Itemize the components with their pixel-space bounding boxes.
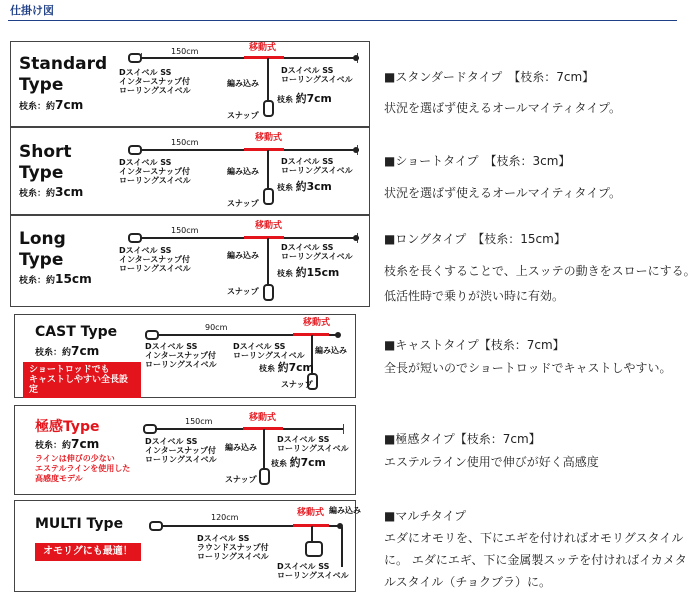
- type-name-2: Type: [19, 163, 64, 183]
- amikomi-label: 編み込み: [227, 167, 259, 176]
- swivel-label: Dスイベル SS ラウンドスナップ付 ローリングスイベル: [197, 534, 269, 561]
- panel-long: [10, 215, 370, 307]
- eda-right: 枝糸 約15cm: [277, 266, 340, 279]
- type-name-2: Type: [19, 250, 64, 270]
- right-swivel-label: Dスイベル SS ローリングスイベル: [281, 243, 353, 261]
- eda-right: 枝糸 約7cm: [277, 92, 332, 105]
- amikomi-label: 編み込み: [225, 443, 257, 452]
- amikomi-label: 編み込み: [329, 506, 361, 515]
- desc-kyokan-title: ■極感タイプ【枝糸：7cm】: [384, 432, 541, 446]
- eda-length: 枝糸：約7cm: [19, 98, 84, 112]
- swivel-label: Dスイベル SS インタースナップ付 ローリングスイベル: [119, 246, 191, 273]
- desc-standard-body: 状況を選ばず使えるオールマイティタイプ。: [384, 101, 622, 115]
- eda-length: 枝糸：約3cm: [19, 185, 84, 199]
- amikomi-label: 編み込み: [227, 251, 259, 260]
- swivel-label: Dスイベル SS インタースナップ付 ローリングスイベル: [119, 158, 191, 185]
- snap-icon: [263, 188, 274, 205]
- connector-icon: [353, 147, 359, 153]
- tick: [141, 53, 142, 57]
- length-label: 150cm: [185, 417, 213, 426]
- type-name: Short: [19, 142, 72, 162]
- desc-kyokan-body: エステルライン使用で伸びが好く高感度: [384, 455, 599, 469]
- swivel-label: Dスイベル SS インタースナップ付 ローリングスイベル: [145, 342, 217, 369]
- desc-multi-title: ■マルチタイプ: [384, 509, 467, 523]
- swivel-label: Dスイベル SS インタースナップ付 ローリングスイベル: [145, 437, 217, 464]
- panel-standard: [10, 41, 370, 127]
- feature-text: ラインは伸びの少ない エステルラインを使用した 高感度モデル: [35, 454, 131, 483]
- type-name: CAST Type: [35, 324, 118, 340]
- snap-label: スナップ: [227, 287, 259, 296]
- connector-icon: [353, 55, 359, 61]
- branch-line: [263, 429, 265, 469]
- length-label: 150cm: [171, 226, 199, 235]
- swivel-label: Dスイベル SS インタースナップ付 ローリングスイベル: [119, 68, 191, 95]
- type-name: 極感Type: [35, 419, 100, 435]
- swivel-icon: [149, 521, 163, 531]
- right-swivel-label: Dスイベル SS ローリングスイベル: [277, 562, 349, 580]
- snap-icon: [263, 284, 274, 301]
- snap-icon: [263, 100, 274, 117]
- panel-multi: [14, 500, 361, 592]
- panel-cast: [14, 314, 356, 398]
- snap-label: スナップ: [227, 199, 259, 208]
- desc-cast-title: ■キャストタイプ【枝糸：7cm】: [384, 338, 565, 352]
- length-label: 150cm: [171, 47, 199, 56]
- right-swivel-label: Dスイベル SS ローリングスイベル: [233, 342, 305, 360]
- swivel-icon: [143, 424, 157, 434]
- swivel-icon: [128, 145, 142, 155]
- page-title: 仕掛け図: [10, 4, 54, 17]
- length-label: 120cm: [211, 513, 239, 522]
- movable-label: 移動式: [303, 318, 331, 328]
- type-name: Long: [19, 229, 66, 249]
- movable-label: 移動式: [255, 221, 283, 231]
- connector-icon: [353, 235, 359, 241]
- end-line: [341, 527, 343, 567]
- panel-short: [10, 127, 370, 215]
- eda-length: 枝糸：約7cm: [35, 344, 100, 358]
- movable-label: 移動式: [249, 43, 277, 53]
- movable-range: [244, 236, 284, 239]
- snap-icon: [259, 468, 270, 485]
- eda-right: 枝糸 約3cm: [277, 180, 332, 193]
- type-name: Standard: [19, 54, 108, 74]
- type-name: MULTI Type: [35, 516, 124, 532]
- movable-label: 移動式: [255, 133, 283, 143]
- desc-multi-body-1: エダにオモリを、下にエギを付ければオモリグスタイル: [384, 531, 684, 545]
- connector-icon: [335, 332, 341, 338]
- snap-label: スナップ: [225, 475, 257, 484]
- type-name-2: Type: [19, 75, 64, 95]
- length-label: 150cm: [171, 138, 199, 147]
- movable-label: 移動式: [249, 413, 277, 423]
- amikomi-label: 編み込み: [227, 79, 259, 88]
- desc-standard-title: ■スタンダードタイプ 【枝糸：7cm】: [384, 70, 595, 84]
- tick: [343, 424, 344, 434]
- desc-short-body: 状況を選ばず使えるオールマイティタイプ。: [384, 186, 622, 200]
- desc-cast-body: 全長が短いのでショートロッドでキャストしやすい。: [384, 361, 672, 375]
- eda-right: 枝糸 約7cm: [271, 456, 326, 469]
- feature-tag: オモリグにも最適！: [35, 543, 141, 561]
- snap-label: スナップ: [227, 111, 259, 120]
- branch-line: [267, 238, 269, 286]
- desc-multi-body-3: ルスタイル（チョクブラ）に。: [384, 575, 552, 589]
- branch-line: [267, 58, 269, 102]
- branch-line: [267, 150, 269, 190]
- swivel-icon: [128, 233, 142, 243]
- eda-length: 枝糸：約7cm: [35, 437, 100, 451]
- length-label: 90cm: [205, 323, 228, 332]
- swivel-icon: [145, 330, 159, 340]
- movable-range: [244, 56, 284, 59]
- desc-short-title: ■ショートタイプ 【枝糸：3cm】: [384, 154, 571, 168]
- desc-long-body-2: 低活性時で乗りが渋い時に有効。: [384, 289, 565, 303]
- amikomi-label: 編み込み: [315, 346, 347, 355]
- desc-long-title: ■ロングタイプ 【枝糸：15cm】: [384, 232, 566, 246]
- desc-long-body-1: 枝糸を長くすることで、上スッテの動きをスローにする。: [384, 264, 696, 278]
- right-swivel-label: Dスイベル SS ローリングスイベル: [277, 435, 349, 453]
- swivel-icon: [128, 53, 142, 63]
- feature-tag: ショートロッドでも キャストしやすい全長設定: [23, 362, 141, 398]
- eda-length: 枝糸：約15cm: [19, 272, 92, 286]
- snap-label: スナップ: [281, 380, 313, 389]
- movable-range: [244, 148, 284, 151]
- right-swivel-label: Dスイベル SS ローリングスイベル: [281, 157, 353, 175]
- right-swivel-label: Dスイベル SS ローリングスイベル: [281, 66, 353, 84]
- panel-kyokan: [14, 405, 356, 495]
- desc-multi-body-2: に。 エダにエギ、下に金属製スッテを付ければイカメタ: [384, 553, 687, 567]
- snap-icon: [305, 541, 323, 557]
- movable-label: 移動式: [297, 508, 325, 518]
- header-divider: [8, 20, 677, 21]
- eda-right: 枝糸 約7cm: [259, 361, 314, 374]
